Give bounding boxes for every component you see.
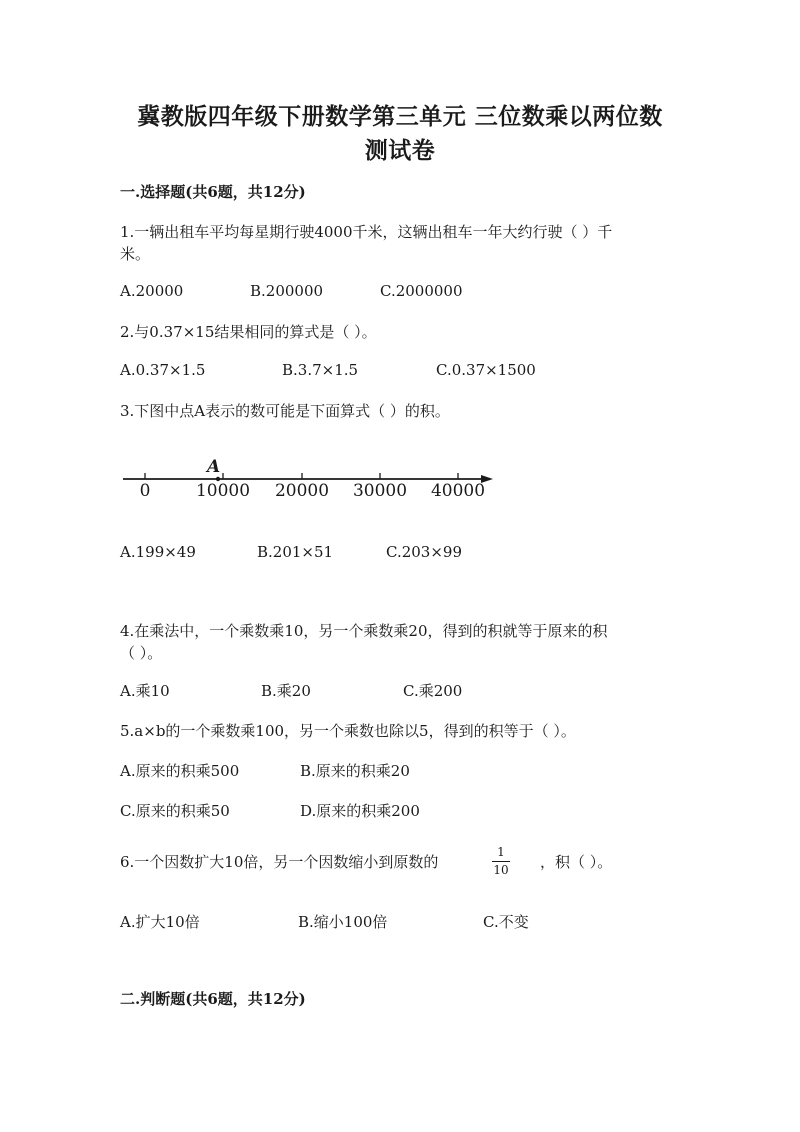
question-4-line1: 4.在乘法中，一个乘数乘10，另一个乘数乘20，得到的积就等于原来的积 [120,622,608,640]
question-1-option-c: C.2000000 [380,282,463,300]
fraction-bar [492,861,510,862]
question-6-option-c: C.不变 [483,913,529,931]
question-1-option-a: A.20000 [120,282,184,300]
question-1-line1: 1.一辆出租车平均每星期行驶4000千米，这辆出租车一年大约行驶（ ）千 [120,223,613,241]
question-3-option-c: C.203×99 [386,543,462,561]
question-3-option-a: A.199×49 [120,543,196,561]
question-6-option-a: A.扩大10倍 [120,913,200,931]
question-3-option-b: B.201×51 [257,543,334,561]
question-2-option-c: C.0.37×1500 [436,361,536,379]
question-5-text: 5.a×b的一个乘数乘100，另一个乘数也除以5，得到的积等于（ ）。 [120,722,576,740]
question-1-line2: 米。 [120,245,151,263]
question-4-option-c: C.乘200 [403,682,463,700]
question-3-text: 3.下图中点A表示的数可能是下面算式（ ）的积。 [120,402,450,420]
tick-label-20000: 20000 [274,481,330,501]
number-line-figure [115,455,505,505]
fraction-denominator: 10 [493,863,509,878]
question-5-option-d: D.原来的积乘200 [300,802,420,820]
question-5-option-a: A.原来的积乘500 [120,762,240,780]
tick-label-10000: 10000 [195,481,251,501]
tick-label-30000: 30000 [352,481,408,501]
question-2-text: 2.与0.37×15结果相同的算式是（ ）。 [120,323,377,341]
question-6-fraction [492,846,510,877]
question-4-line2: （ ）。 [120,644,163,662]
question-5-option-b: B.原来的积乘20 [300,762,410,780]
question-2-option-b: B.3.7×1.5 [282,361,359,379]
question-5-option-c: C.原来的积乘50 [120,802,230,820]
question-6-text-after: ，积（ ）。 [540,853,613,871]
point-a-label: A [207,457,221,477]
question-2-option-a: A.0.37×1.5 [120,361,206,379]
section-heading-judgment: 二.判断题(共6题，共12分) [120,990,306,1008]
section-heading-choice: 一.选择题(共6题，共12分) [120,183,306,201]
question-6-text-before: 6.一个因数扩大10倍，另一个因数缩小到原数的 [120,853,439,871]
page-title-line1: 冀教版四年级下册数学第三单元 三位数乘以两位数 [137,103,663,130]
tick-label-40000: 40000 [430,481,486,501]
fraction-numerator: 1 [497,845,505,859]
question-4-option-a: A.乘10 [120,682,170,700]
page-title-line2: 测试卷 [364,137,436,164]
question-4-option-b: B.乘20 [261,682,311,700]
tick-label-0: 0 [139,481,151,501]
question-1-option-b: B.200000 [250,282,324,300]
question-6-option-b: B.缩小100倍 [298,913,388,931]
